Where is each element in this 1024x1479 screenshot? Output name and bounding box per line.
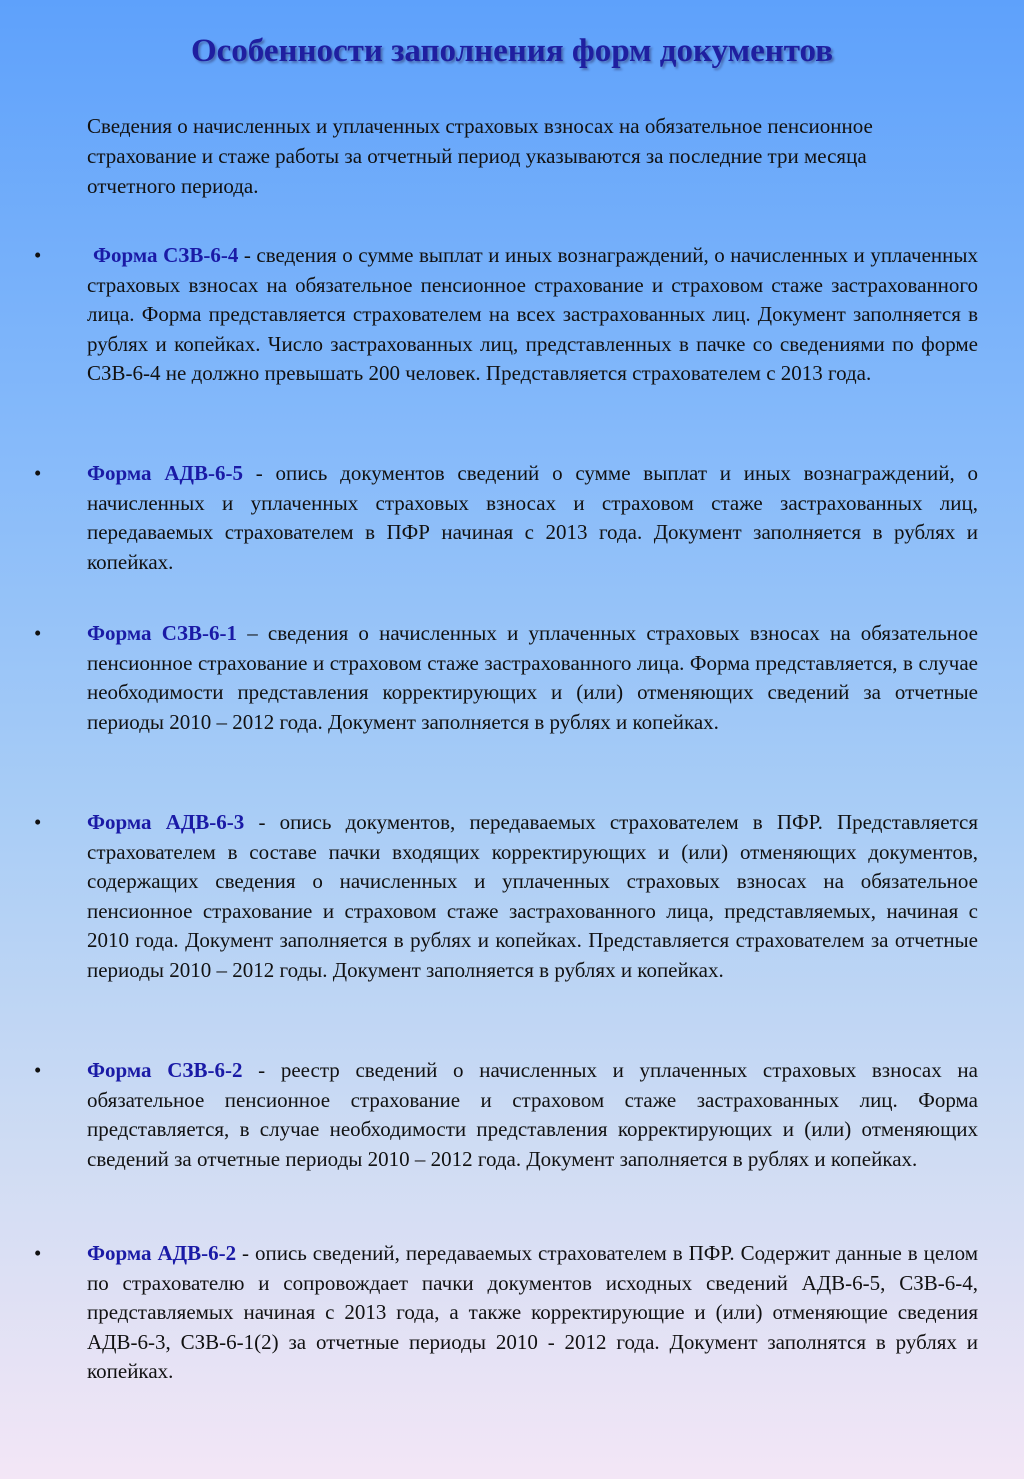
list-item-text <box>87 459 978 577</box>
form-name: Форма АДВ-6-5 <box>87 461 243 485</box>
bullet-marker: • <box>34 621 42 645</box>
form-name: Форма АДВ-6-2 <box>87 1241 237 1265</box>
bullet-marker: • <box>34 243 42 267</box>
list-item-text <box>87 1239 978 1387</box>
form-name: Форма АДВ-6-3 <box>87 810 245 834</box>
form-description: - опись документов сведений о сумме выплат и иных вознаграждений, о начисленных и уплаченных страховых взносах и страховом стаже застрахованных лиц, передаваемых страхователем в ПФР начиная с 2013 года. Документ заполняется в рублях и копейках. <box>87 461 978 574</box>
form-description: – сведения о начисленных и уплаченных страховых взносах на обязательное пенсионное страхование и страховом стаже застрахованного лица. Форма представляется, в случае необходимости представления корректирующих и (или) отменяющих сведений за отчетные периоды 2010 – 2012 года. Документ заполняется в рублях и копейках. <box>87 621 978 734</box>
bullet-marker: • <box>34 1058 42 1082</box>
form-name: Форма СЗВ-6-2 <box>87 1058 243 1082</box>
page-title: Особенности заполнения форм документов <box>190 33 834 69</box>
bullet-marker: • <box>34 810 42 834</box>
form-name: Форма СЗВ-6-4 <box>93 243 239 267</box>
form-description: - реестр сведений о начисленных и уплаченных страховых взносах на обязательное пенсионное страхование и страховом стаже застрахованных лиц. Форма представляется, в случае необходимости представления корректирующих и (или) отменяющих сведений за отчетные периоды 2010 – 2012 года. Документ заполняется в рублях и копейках. <box>87 1058 978 1171</box>
form-name: Форма СЗВ-6-1 <box>87 621 238 645</box>
form-description: - опись сведений, передаваемых страхователем в ПФР. Содержит данные в целом по страхователю и сопровождает пачки документов исходных сведений АДВ-6-5, СЗВ-6-4, представляемых начиная с 2013 года, а также корректирующие и (или) отменяющие сведения АДВ-6-3, СЗВ-6-1(2) за отчетные периоды 2010 - 2012 года. Документ заполнятся в рублях и копейках. <box>87 1241 979 1384</box>
bullet-marker: • <box>34 1241 42 1265</box>
list-item-text <box>87 1056 978 1174</box>
bullet-marker: • <box>34 461 42 485</box>
form-description: - сведения о сумме выплат и иных вознаграждений, о начисленных и уплаченных страховых взносах на обязательное пенсионное страхование и страховом стаже застрахованного лица. Форма представляется страхователем на всех застрахованных лиц. Документ заполняется в рублях и копейках. Число застрахованных лиц, представленных в пачке со сведениями по форме СЗВ-6-4 не должно превышать 200 человек. Представляется страхователем с 2013 года. <box>87 243 978 386</box>
intro-paragraph: Сведения о начисленных и уплаченных страховых взносах на обязательное пенсионное страхование и стаже работы за отчетный период указываются за последние три месяца отчетного периода. <box>87 114 873 198</box>
list-item-text <box>87 619 978 737</box>
list-item-text <box>87 808 978 986</box>
form-description: - опись документов, передаваемых страхователем в ПФР. Представляется страхователем в составе пачки входящих корректирующих и (или) отменяющих документов, содержащих сведения о начисленных и уплаченных страховых взносах на обязательное пенсионное страхование и страховом стаже застрахованного лица, представляемых, начиная с 2010 года. Документ заполняется в рублях и копейках. Представляется страхователем за отчетные периоды 2010 – 2012 годы. Документ заполняется в рублях и копейках. <box>87 810 978 982</box>
list-item-text <box>87 241 978 389</box>
